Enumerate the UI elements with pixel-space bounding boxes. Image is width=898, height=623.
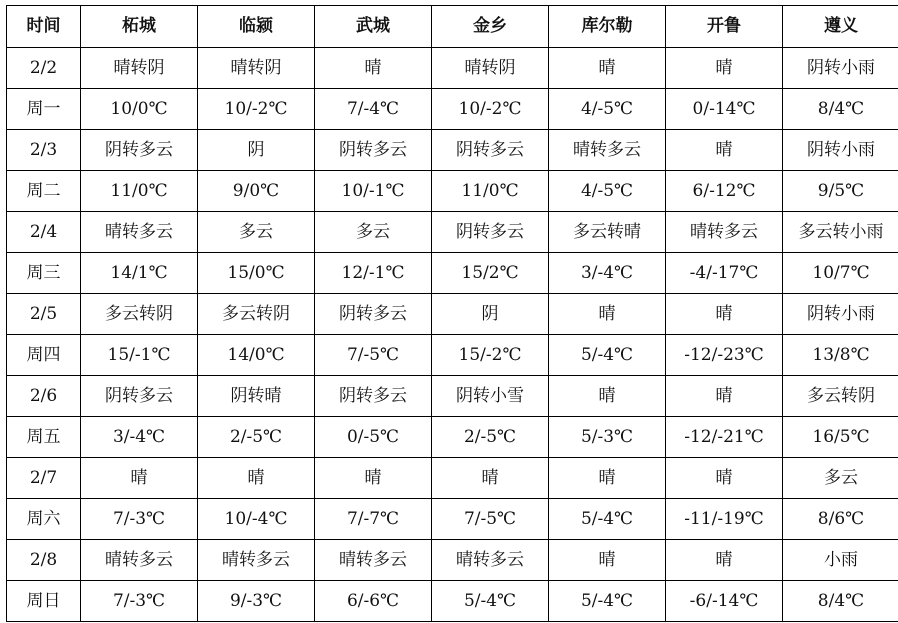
- city-column-header: 开鲁: [666, 6, 783, 48]
- weather-cell: 阴转多云: [315, 130, 432, 171]
- temperature-row: [7, 89, 898, 130]
- temperature-cell: 15/0℃: [198, 253, 315, 294]
- weather-cell: 晴: [549, 540, 666, 581]
- temperature-row: [7, 171, 898, 212]
- weather-row: [7, 212, 898, 253]
- city-column-header: 库尔勒: [549, 6, 666, 48]
- weather-cell: 晴: [549, 458, 666, 499]
- temperature-cell: 6/-12℃: [666, 171, 783, 212]
- temperature-cell: 15/2℃: [432, 253, 549, 294]
- temperature-cell: 9/0℃: [198, 171, 315, 212]
- weather-cell: 晴转多云: [549, 130, 666, 171]
- weather-cell: 晴: [549, 294, 666, 335]
- temperature-cell: 5/-4℃: [549, 499, 666, 540]
- temperature-cell: 15/-1℃: [81, 335, 198, 376]
- temperature-cell: 9/5℃: [783, 171, 898, 212]
- weather-cell: 晴转多云: [666, 212, 783, 253]
- date-cell: 2/5: [7, 294, 81, 335]
- weekday-cell: 周一: [7, 89, 81, 130]
- temperature-cell: 8/6℃: [783, 499, 898, 540]
- weather-cell: 多云: [198, 212, 315, 253]
- weather-cell: 晴转阴: [81, 48, 198, 89]
- weather-cell: 晴转多云: [81, 212, 198, 253]
- weather-cell: 晴: [666, 294, 783, 335]
- temperature-cell: 7/-3℃: [81, 499, 198, 540]
- weather-cell: 多云转阴: [198, 294, 315, 335]
- weekday-cell: 周日: [7, 581, 81, 622]
- weather-cell: 阴转小雨: [783, 130, 898, 171]
- header-row: [7, 6, 898, 48]
- temperature-row: [7, 417, 898, 458]
- weather-cell: 晴: [666, 458, 783, 499]
- temperature-cell: 7/-3℃: [81, 581, 198, 622]
- weather-cell: 多云转晴: [549, 212, 666, 253]
- temperature-cell: -12/-21℃: [666, 417, 783, 458]
- temperature-cell: 5/-4℃: [432, 581, 549, 622]
- temperature-row: [7, 335, 898, 376]
- weather-cell: 阴转小雨: [783, 48, 898, 89]
- weather-cell: 晴: [666, 376, 783, 417]
- weather-cell: 阴转多云: [432, 130, 549, 171]
- weather-cell: 多云转小雨: [783, 212, 898, 253]
- temperature-cell: 10/0℃: [81, 89, 198, 130]
- weather-cell: 多云转阴: [783, 376, 898, 417]
- city-column-header: 柘城: [81, 6, 198, 48]
- weather-cell: 阴: [198, 130, 315, 171]
- weather-row: [7, 376, 898, 417]
- temperature-row: [7, 499, 898, 540]
- weather-cell: 阴转多云: [81, 376, 198, 417]
- date-cell: 2/4: [7, 212, 81, 253]
- temperature-cell: 16/5℃: [783, 417, 898, 458]
- date-cell: 2/3: [7, 130, 81, 171]
- weather-cell: 晴转阴: [432, 48, 549, 89]
- temperature-cell: 9/-3℃: [198, 581, 315, 622]
- city-column-header: 金乡: [432, 6, 549, 48]
- temperature-cell: 7/-5℃: [432, 499, 549, 540]
- temperature-cell: -6/-14℃: [666, 581, 783, 622]
- weather-cell: 阴转多云: [315, 376, 432, 417]
- temperature-cell: 13/8℃: [783, 335, 898, 376]
- temperature-cell: 11/0℃: [81, 171, 198, 212]
- weather-cell: 阴转多云: [432, 212, 549, 253]
- temperature-cell: -12/-23℃: [666, 335, 783, 376]
- weather-cell: 晴转多云: [81, 540, 198, 581]
- weather-cell: 阴转多云: [81, 130, 198, 171]
- temperature-cell: 6/-6℃: [315, 581, 432, 622]
- weather-row: [7, 294, 898, 335]
- temperature-cell: 10/-2℃: [198, 89, 315, 130]
- weather-cell: 晴: [666, 130, 783, 171]
- weather-row: [7, 130, 898, 171]
- temperature-cell: 7/-5℃: [315, 335, 432, 376]
- weekday-cell: 周四: [7, 335, 81, 376]
- temperature-cell: 10/7℃: [783, 253, 898, 294]
- weekday-cell: 周五: [7, 417, 81, 458]
- date-cell: 2/2: [7, 48, 81, 89]
- weekday-cell: 周六: [7, 499, 81, 540]
- temperature-cell: 8/4℃: [783, 89, 898, 130]
- weather-cell: 晴转多云: [198, 540, 315, 581]
- weather-cell: 晴: [549, 376, 666, 417]
- temperature-cell: 0/-5℃: [315, 417, 432, 458]
- temperature-cell: 12/-1℃: [315, 253, 432, 294]
- temperature-cell: 0/-14℃: [666, 89, 783, 130]
- temperature-cell: 8/4℃: [783, 581, 898, 622]
- weather-row: [7, 458, 898, 499]
- temperature-cell: 5/-4℃: [549, 581, 666, 622]
- weather-cell: 晴: [81, 458, 198, 499]
- weather-cell: 小雨: [783, 540, 898, 581]
- temperature-cell: 7/-4℃: [315, 89, 432, 130]
- temperature-cell: 2/-5℃: [198, 417, 315, 458]
- weather-cell: 阴转小雨: [783, 294, 898, 335]
- weather-cell: 晴: [198, 458, 315, 499]
- temperature-cell: 2/-5℃: [432, 417, 549, 458]
- temperature-cell: 10/-4℃: [198, 499, 315, 540]
- temperature-row: [7, 581, 898, 622]
- temperature-cell: 5/-3℃: [549, 417, 666, 458]
- weather-cell: 多云转阴: [81, 294, 198, 335]
- city-column-header: 遵义: [783, 6, 898, 48]
- weather-cell: 阴转晴: [198, 376, 315, 417]
- weather-cell: 晴: [666, 48, 783, 89]
- temperature-cell: 10/-2℃: [432, 89, 549, 130]
- city-column-header: 临颍: [198, 6, 315, 48]
- weekday-cell: 周三: [7, 253, 81, 294]
- date-cell: 2/6: [7, 376, 81, 417]
- weather-cell: 晴转多云: [315, 540, 432, 581]
- weather-forecast-table: [6, 5, 898, 622]
- weekday-cell: 周二: [7, 171, 81, 212]
- date-cell: 2/7: [7, 458, 81, 499]
- forecast-body: [7, 48, 898, 622]
- weather-cell: 晴转阴: [198, 48, 315, 89]
- weather-cell: 晴: [432, 458, 549, 499]
- weather-cell: 晴: [666, 540, 783, 581]
- weather-cell: 阴: [432, 294, 549, 335]
- weather-cell: 晴: [315, 458, 432, 499]
- temperature-cell: 15/-2℃: [432, 335, 549, 376]
- weather-cell: 阴转多云: [315, 294, 432, 335]
- temperature-row: [7, 253, 898, 294]
- temperature-cell: -11/-19℃: [666, 499, 783, 540]
- temperature-cell: 3/-4℃: [81, 417, 198, 458]
- temperature-cell: -4/-17℃: [666, 253, 783, 294]
- weather-row: [7, 48, 898, 89]
- temperature-cell: 4/-5℃: [549, 171, 666, 212]
- temperature-cell: 10/-1℃: [315, 171, 432, 212]
- temperature-cell: 7/-7℃: [315, 499, 432, 540]
- weather-row: [7, 540, 898, 581]
- temperature-cell: 4/-5℃: [549, 89, 666, 130]
- temperature-cell: 11/0℃: [432, 171, 549, 212]
- temperature-cell: 14/1℃: [81, 253, 198, 294]
- weather-cell: 多云: [783, 458, 898, 499]
- date-cell: 2/8: [7, 540, 81, 581]
- weather-cell: 多云: [315, 212, 432, 253]
- weather-cell: 晴转多云: [432, 540, 549, 581]
- weather-cell: 阴转小雪: [432, 376, 549, 417]
- weather-cell: 晴: [315, 48, 432, 89]
- temperature-cell: 14/0℃: [198, 335, 315, 376]
- temperature-cell: 3/-4℃: [549, 253, 666, 294]
- temperature-cell: 5/-4℃: [549, 335, 666, 376]
- time-column-header: 时间: [7, 6, 81, 48]
- city-column-header: 武城: [315, 6, 432, 48]
- weather-cell: 晴: [549, 48, 666, 89]
